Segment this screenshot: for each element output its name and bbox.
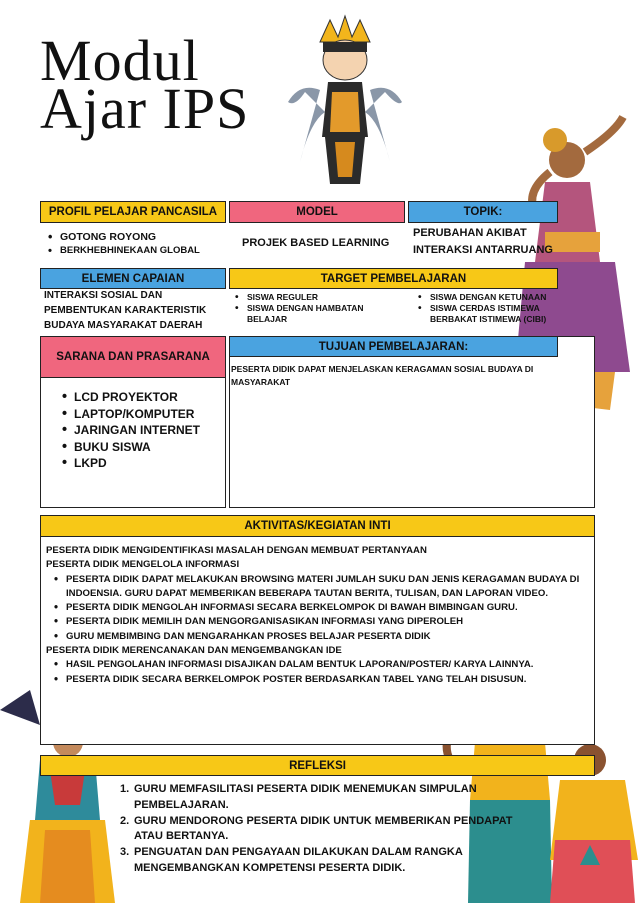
tujuan-value: PESERTA DIDIK DAPAT MENJELASKAN KERAGAMAN SOSIAL BUDAYA DI MASYARAKAT xyxy=(231,364,534,387)
aktivitas-line: PESERTA DIDIK MENGELOLA INFORMASI xyxy=(46,559,240,571)
refleksi-item xyxy=(120,782,540,814)
refleksi-list xyxy=(120,782,540,877)
topik-header: TOPIK: xyxy=(408,201,558,223)
aktivitas-bullet: • PESERTA DIDIK DAPAT MELAKUKAN BROWSING MATERI JUMLAH SUKU DAN JENIS KERAGAMAN BUDAYA DI INDOENSIA. GURU DAPAT MEMBERIKAN BEBERAPA TAUTAN BERITA, TULISAN, DAN LAPORAN VIDEO. xyxy=(52,573,586,602)
profil-header: PROFIL PELAJAR PANCASILA xyxy=(40,201,226,223)
sarana-item: • JARINGAN INTERNET xyxy=(60,422,220,439)
sarana-item: • LAPTOP/KOMPUTER xyxy=(60,406,220,423)
target-item: • SISWA DENGAN KETUNAAN xyxy=(416,292,556,303)
target-header: TARGET PEMBELAJARAN xyxy=(229,268,558,289)
elemen-value: INTERAKSI SOSIAL DAN PEMBENTUKAN KARAKTERISTIK BUDAYA MASYARAKAT DAERAH xyxy=(44,290,207,331)
aktivitas-header: AKTIVITAS/KEGIATAN INTI xyxy=(40,515,595,537)
sarana-list xyxy=(60,389,220,472)
aktivitas-body xyxy=(46,544,586,687)
target-item: • SISWA REGULER xyxy=(233,292,403,303)
title-line-1: Modul xyxy=(40,28,200,93)
sarana-item: • LKPD xyxy=(60,455,220,472)
refleksi-header: REFLEKSI xyxy=(40,755,595,776)
aktivitas-bullet: • GURU MEMBIMBING DAN MENGARAHKAN PROSES BELAJAR PESERTA DIDIK xyxy=(52,630,586,644)
refleksi-num: 3. xyxy=(120,846,130,859)
aktivitas-line: PESERTA DIDIK MERENCANAKAN DAN MENGEMBANGKAN IDE xyxy=(46,645,342,657)
model-value: PROJEK BASED LEARNING xyxy=(242,237,390,249)
sarana-item: • LCD PROYEKTOR xyxy=(60,389,220,406)
target-item: • SISWA CERDAS ISTIMEWA BERBAKAT ISTIMEWA (CIBI) xyxy=(416,303,556,325)
refleksi-text: GURU MENDORONG PESERTA DIDIK UNTUK MEMBERIKAN PENDAPAT ATAU BERTANYA. xyxy=(134,814,513,843)
profil-item: • GOTONG ROYONG xyxy=(46,230,226,244)
aktivitas-bullet: • PESERTA DIDIK MENGOLAH INFORMASI SECARA BERKELOMPOK DI BAWAH BIMBINGAN GURU. xyxy=(52,601,586,615)
refleksi-text: PENGUATAN DAN PENGAYAAN DILAKUKAN DALAM RANGKA MENGEMBANGKAN KOMPETENSI PESERTA DIDIK. xyxy=(134,846,463,874)
elemen-header: ELEMEN CAPAIAN xyxy=(40,268,226,289)
profil-list xyxy=(46,230,226,258)
aktivitas-line: PESERTA DIDIK MENGIDENTIFIKASI MASALAH DENGAN MEMBUAT PERTANYAAN xyxy=(46,545,427,556)
refleksi-num: 2. xyxy=(120,814,130,827)
profil-item: • BERKHEBHINEKAAN GLOBAL xyxy=(46,244,226,258)
topik-value: PERUBAHAN AKIBAT INTERAKSI ANTARRUANG xyxy=(413,227,553,256)
aktivitas-bullet: • PESERTA DIDIK SECARA BERKELOMPOK POSTER BERDASARKAN TABEL YANG TELAH DISUSUN. xyxy=(52,673,586,687)
model-header: MODEL xyxy=(229,201,405,223)
refleksi-item xyxy=(120,845,540,877)
target-right-list xyxy=(416,292,556,325)
target-item: • SISWA DENGAN HAMBATAN BELAJAR xyxy=(233,303,403,325)
refleksi-item xyxy=(120,814,540,846)
refleksi-text: GURU MEMFASILITASI PESERTA DIDIK MENEMUKAN SIMPULAN PEMBELAJARAN. xyxy=(134,783,477,811)
tujuan-box xyxy=(229,336,595,508)
sarana-item: • BUKU SISWA xyxy=(60,439,220,456)
aktivitas-bullet: • HASIL PENGOLAHAN INFORMASI DISAJIKAN DALAM BENTUK LAPORAN/POSTER/ KARYA LAINNYA. xyxy=(52,658,586,672)
sarana-header: SARANA DAN PRASARANA xyxy=(40,336,226,378)
dancer-top-illustration xyxy=(280,12,410,197)
refleksi-num: 1. xyxy=(120,783,130,795)
title-line-2: Ajar IPS xyxy=(40,76,250,141)
aktivitas-bullet: • PESERTA DIDIK MEMILIH DAN MENGORGANISASIKAN INFORMASI YANG DIPEROLEH xyxy=(52,615,586,629)
target-left-list xyxy=(233,292,403,325)
tujuan-header: TUJUAN PEMBELAJARAN: xyxy=(229,336,558,357)
